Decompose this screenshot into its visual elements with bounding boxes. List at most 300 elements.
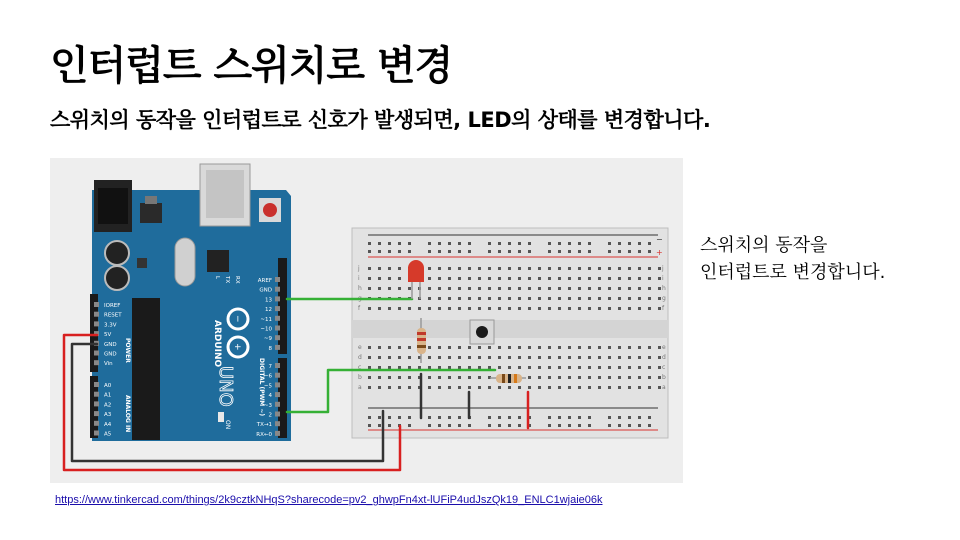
grid-hole (558, 277, 561, 280)
grid-hole (548, 376, 551, 379)
rail-hole (548, 416, 551, 419)
power-pin-label: IOREF (104, 303, 121, 309)
grid-hole (508, 307, 511, 310)
grid-hole (518, 366, 521, 369)
row-label: f (358, 305, 361, 312)
grid-hole (628, 366, 631, 369)
grid-hole (508, 277, 511, 280)
grid-hole (568, 287, 571, 290)
grid-hole (548, 366, 551, 369)
grid-hole (428, 356, 431, 359)
grid-hole (598, 267, 601, 270)
grid-hole (648, 277, 651, 280)
grid-hole (578, 277, 581, 280)
rail-hole (558, 242, 561, 245)
analog-pin-label: A2 (104, 402, 112, 409)
grid-hole (608, 297, 611, 300)
rail-hole (608, 416, 611, 419)
grid-hole (508, 287, 511, 290)
analog-pin-label: A3 (104, 412, 112, 419)
grid-hole (588, 307, 591, 310)
grid-hole (588, 356, 591, 359)
grid-hole (378, 277, 381, 280)
analog-pin (94, 392, 99, 397)
grid-hole (408, 346, 411, 349)
grid-hole (378, 376, 381, 379)
grid-hole (518, 356, 521, 359)
grid-hole (608, 287, 611, 290)
grid-hole (428, 386, 431, 389)
digital-pin-label: 12 (265, 307, 272, 314)
grid-hole (428, 307, 431, 310)
grid-hole (498, 356, 501, 359)
rail-hole (498, 250, 501, 253)
grid-hole (468, 356, 471, 359)
grid-hole (598, 386, 601, 389)
grid-hole (478, 366, 481, 369)
rail-hole (628, 242, 631, 245)
capacitor (105, 241, 129, 265)
grid-hole (648, 297, 651, 300)
grid-hole (438, 346, 441, 349)
grid-hole (478, 346, 481, 349)
rail-hole (448, 424, 451, 427)
grid-hole (528, 277, 531, 280)
grid-hole (508, 356, 511, 359)
grid-hole (598, 277, 601, 280)
grid-hole (518, 297, 521, 300)
grid-hole (578, 287, 581, 290)
grid-hole (568, 386, 571, 389)
rail-hole (528, 250, 531, 253)
row-label: b (662, 374, 666, 381)
grid-hole (508, 297, 511, 300)
grid-hole (478, 277, 481, 280)
rail-hole (578, 242, 581, 245)
grid-hole (478, 376, 481, 379)
grid-hole (488, 287, 491, 290)
board-logo-text: ARDUINO (212, 320, 222, 368)
power-pin (94, 360, 99, 365)
grid-hole (448, 356, 451, 359)
grid-hole (398, 356, 401, 359)
grid-hole (608, 356, 611, 359)
grid-hole (448, 376, 451, 379)
grid-hole (588, 366, 591, 369)
rail-hole (498, 424, 501, 427)
grid-hole (578, 386, 581, 389)
digital-pin (275, 296, 280, 301)
grid-hole (418, 307, 421, 310)
grid-hole (538, 346, 541, 349)
grid-hole (488, 356, 491, 359)
grid-hole (538, 376, 541, 379)
rail-hole (368, 424, 371, 427)
grid-hole (378, 346, 381, 349)
grid-hole (648, 376, 651, 379)
red-led (408, 260, 424, 282)
grid-hole (608, 307, 611, 310)
rail-hole (548, 242, 551, 245)
grid-hole (518, 307, 521, 310)
grid-hole (628, 297, 631, 300)
rail-hole (578, 250, 581, 253)
digital-pin (275, 402, 280, 407)
analog-header-label: ANALOG IN (124, 395, 131, 433)
analog-pin (94, 421, 99, 426)
digital-pin-label: 8 (268, 345, 272, 352)
note-text (700, 232, 885, 286)
grid-hole (568, 376, 571, 379)
rail-hole (558, 424, 561, 427)
grid-hole (458, 376, 461, 379)
grid-hole (628, 376, 631, 379)
power-pin-label: Vin (104, 361, 113, 368)
grid-hole (618, 386, 621, 389)
grid-hole (478, 267, 481, 270)
grid-hole (378, 307, 381, 310)
grid-hole (558, 356, 561, 359)
grid-hole (388, 386, 391, 389)
grid-hole (618, 287, 621, 290)
power-pin (94, 321, 99, 326)
grid-hole (478, 297, 481, 300)
rail-hole (428, 424, 431, 427)
grid-hole (458, 287, 461, 290)
rail-hole (648, 242, 651, 245)
grid-hole (558, 386, 561, 389)
grid-hole (468, 277, 471, 280)
grid-hole (448, 277, 451, 280)
rail-hole (488, 416, 491, 419)
board-led-label: L (214, 276, 220, 280)
row-label: c (662, 364, 666, 371)
atmega-chip (132, 298, 160, 440)
grid-hole (638, 356, 641, 359)
circuit-figure (50, 158, 683, 483)
tinkercad-link[interactable]: https://www.tinkercad.com/things/2k9cztkNHqS?sharecode=pv2_ghwpFn4xt-lUFiP4udJszQk19_ENLC1wjaie06k (55, 494, 603, 506)
grid-hole (408, 307, 411, 310)
row-label: a (662, 384, 666, 391)
rail-hole (458, 424, 461, 427)
grid-hole (498, 297, 501, 300)
power-pin-label: GND (104, 341, 117, 348)
grid-hole (538, 386, 541, 389)
rail-hole (638, 250, 641, 253)
grid-hole (608, 346, 611, 349)
grid-hole (378, 267, 381, 270)
grid-hole (658, 267, 661, 270)
grid-hole (598, 356, 601, 359)
rail-hole (608, 424, 611, 427)
digital-pin-label: TX→1 (256, 422, 272, 429)
grid-hole (388, 366, 391, 369)
analog-pin-label: A0 (104, 383, 112, 389)
grid-hole (368, 386, 371, 389)
grid-hole (458, 366, 461, 369)
digital-pin-label: ~5 (263, 383, 272, 390)
row-label: i (358, 275, 360, 282)
rail-hole (438, 424, 441, 427)
rail-hole (428, 250, 431, 253)
grid-hole (368, 346, 371, 349)
rail-hole (378, 250, 381, 253)
grid-hole (488, 307, 491, 310)
rail-hole (638, 242, 641, 245)
grid-hole (578, 356, 581, 359)
grid-hole (568, 277, 571, 280)
grid-hole (388, 267, 391, 270)
grid-hole (388, 356, 391, 359)
arduino-board (90, 164, 291, 441)
grid-hole (518, 267, 521, 270)
grid-hole (608, 366, 611, 369)
grid-hole (558, 346, 561, 349)
grid-hole (428, 366, 431, 369)
digital-pin (275, 287, 280, 292)
grid-hole (388, 307, 391, 310)
grid-hole (368, 277, 371, 280)
row-label: j (358, 265, 360, 272)
grid-hole (438, 356, 441, 359)
grid-hole (578, 346, 581, 349)
rail-hole (498, 242, 501, 245)
rail-hole (388, 242, 391, 245)
rail-hole (588, 424, 591, 427)
rail-hole (638, 424, 641, 427)
grid-hole (638, 297, 641, 300)
grid-hole (608, 267, 611, 270)
grid-hole (548, 277, 551, 280)
rail-hole (548, 250, 551, 253)
digital-pin (275, 421, 280, 426)
grid-hole (498, 287, 501, 290)
grid-hole (548, 297, 551, 300)
row-label: e (358, 344, 362, 351)
row-label: a (358, 384, 362, 391)
digital-pin-label: 13 (265, 297, 272, 304)
grid-hole (648, 287, 651, 290)
rail-hole (468, 424, 471, 427)
grid-hole (648, 267, 651, 270)
rail-hole (388, 250, 391, 253)
rail-hole (488, 424, 491, 427)
digital-pin (275, 373, 280, 378)
rail-hole (468, 242, 471, 245)
rail-hole (488, 242, 491, 245)
grid-hole (658, 346, 661, 349)
rail-hole (518, 250, 521, 253)
rail-hole (558, 416, 561, 419)
grid-hole (658, 297, 661, 300)
digital-pin (275, 412, 280, 417)
grid-hole (588, 267, 591, 270)
rail-hole (588, 416, 591, 419)
rail-hole (428, 242, 431, 245)
rail-hole (448, 242, 451, 245)
grid-hole (388, 346, 391, 349)
power-pin-label: 5V (104, 332, 112, 339)
grid-hole (428, 267, 431, 270)
rail-hole (368, 416, 371, 419)
grid-hole (628, 287, 631, 290)
digital-pin (275, 382, 280, 387)
grid-hole (648, 307, 651, 310)
row-label: c (358, 364, 362, 371)
grid-hole (398, 277, 401, 280)
grid-hole (528, 307, 531, 310)
grid-hole (618, 346, 621, 349)
digital-pin-label: ~11 (260, 316, 272, 323)
board-led-label: RX (234, 276, 240, 284)
power-pin (94, 351, 99, 356)
grid-hole (508, 267, 511, 270)
rail-hole (518, 416, 521, 419)
grid-hole (618, 297, 621, 300)
grid-hole (628, 307, 631, 310)
grid-hole (598, 366, 601, 369)
grid-hole (618, 366, 621, 369)
grid-hole (458, 267, 461, 270)
on-label: ON (224, 420, 231, 430)
rail-hole (648, 424, 651, 427)
grid-hole (438, 376, 441, 379)
grid-hole (618, 307, 621, 310)
grid-hole (428, 297, 431, 300)
grid-hole (558, 307, 561, 310)
grid-hole (458, 386, 461, 389)
grid-hole (448, 287, 451, 290)
grid-hole (658, 287, 661, 290)
grid-hole (628, 386, 631, 389)
grid-hole (518, 386, 521, 389)
digital-pin-label: 2 (268, 412, 272, 419)
grid-hole (478, 386, 481, 389)
grid-hole (568, 356, 571, 359)
grid-hole (528, 366, 531, 369)
grid-hole (608, 277, 611, 280)
rail-hole (458, 416, 461, 419)
row-label: g (358, 295, 362, 302)
rail-hole (568, 242, 571, 245)
digital-pin (275, 316, 280, 321)
grid-hole (528, 267, 531, 270)
rail-hole (398, 416, 401, 419)
grid-hole (568, 307, 571, 310)
breadboard (352, 228, 668, 438)
grid-hole (388, 277, 391, 280)
grid-hole (508, 366, 511, 369)
digital-pin (275, 431, 280, 436)
grid-hole (528, 346, 531, 349)
rail-hole (568, 424, 571, 427)
grid-hole (498, 366, 501, 369)
grid-hole (568, 297, 571, 300)
note-line: 스위치의 동작을 (700, 235, 828, 256)
grid-hole (438, 287, 441, 290)
grid-hole (548, 267, 551, 270)
grid-hole (378, 356, 381, 359)
grid-hole (508, 386, 511, 389)
grid-hole (478, 356, 481, 359)
rail-hole (508, 424, 511, 427)
grid-hole (438, 386, 441, 389)
rail-hole (518, 242, 521, 245)
grid-hole (458, 307, 461, 310)
rail-hole (388, 424, 391, 427)
grid-hole (538, 356, 541, 359)
grid-hole (378, 386, 381, 389)
grid-hole (368, 356, 371, 359)
grid-hole (488, 386, 491, 389)
rail-hole (628, 250, 631, 253)
digital-pin-label: GND (259, 287, 272, 294)
digital-pin-label: ~3 (263, 402, 272, 409)
grid-hole (458, 356, 461, 359)
digital-header-label: DIGITAL (PWM ~) (258, 358, 265, 417)
row-label: j (662, 265, 664, 272)
grid-hole (458, 297, 461, 300)
grid-hole (558, 297, 561, 300)
grid-hole (468, 366, 471, 369)
grid-hole (498, 267, 501, 270)
grid-hole (648, 346, 651, 349)
digital-pin (275, 335, 280, 340)
grid-hole (638, 376, 641, 379)
grid-hole (658, 307, 661, 310)
grid-hole (558, 287, 561, 290)
grid-hole (628, 346, 631, 349)
grid-hole (608, 386, 611, 389)
grid-hole (438, 277, 441, 280)
rail-hole (408, 250, 411, 253)
grid-hole (618, 376, 621, 379)
grid-hole (468, 287, 471, 290)
rail-hole (398, 242, 401, 245)
grid-hole (518, 287, 521, 290)
grid-hole (468, 346, 471, 349)
analog-pin (94, 401, 99, 406)
rail-hole (378, 242, 381, 245)
digital-pin (275, 277, 280, 282)
grid-hole (588, 287, 591, 290)
grid-hole (578, 307, 581, 310)
power-header-label: POWER (124, 338, 131, 363)
grid-hole (528, 376, 531, 379)
capacitor (105, 266, 129, 290)
grid-hole (548, 346, 551, 349)
rail-hole (508, 250, 511, 253)
row-label: f (662, 305, 665, 312)
grid-hole (598, 307, 601, 310)
grid-hole (568, 366, 571, 369)
rail-hole (498, 416, 501, 419)
digital-pin-label: 7 (268, 364, 272, 370)
rail-hole (378, 416, 381, 419)
grid-hole (578, 366, 581, 369)
rail-hole (628, 416, 631, 419)
rail-hole (448, 250, 451, 253)
grid-hole (378, 287, 381, 290)
grid-hole (588, 386, 591, 389)
grid-hole (518, 346, 521, 349)
rail-hole (408, 424, 411, 427)
rail-hole (378, 424, 381, 427)
grid-hole (498, 386, 501, 389)
rail-hole (438, 416, 441, 419)
grid-hole (408, 356, 411, 359)
grid-hole (438, 366, 441, 369)
